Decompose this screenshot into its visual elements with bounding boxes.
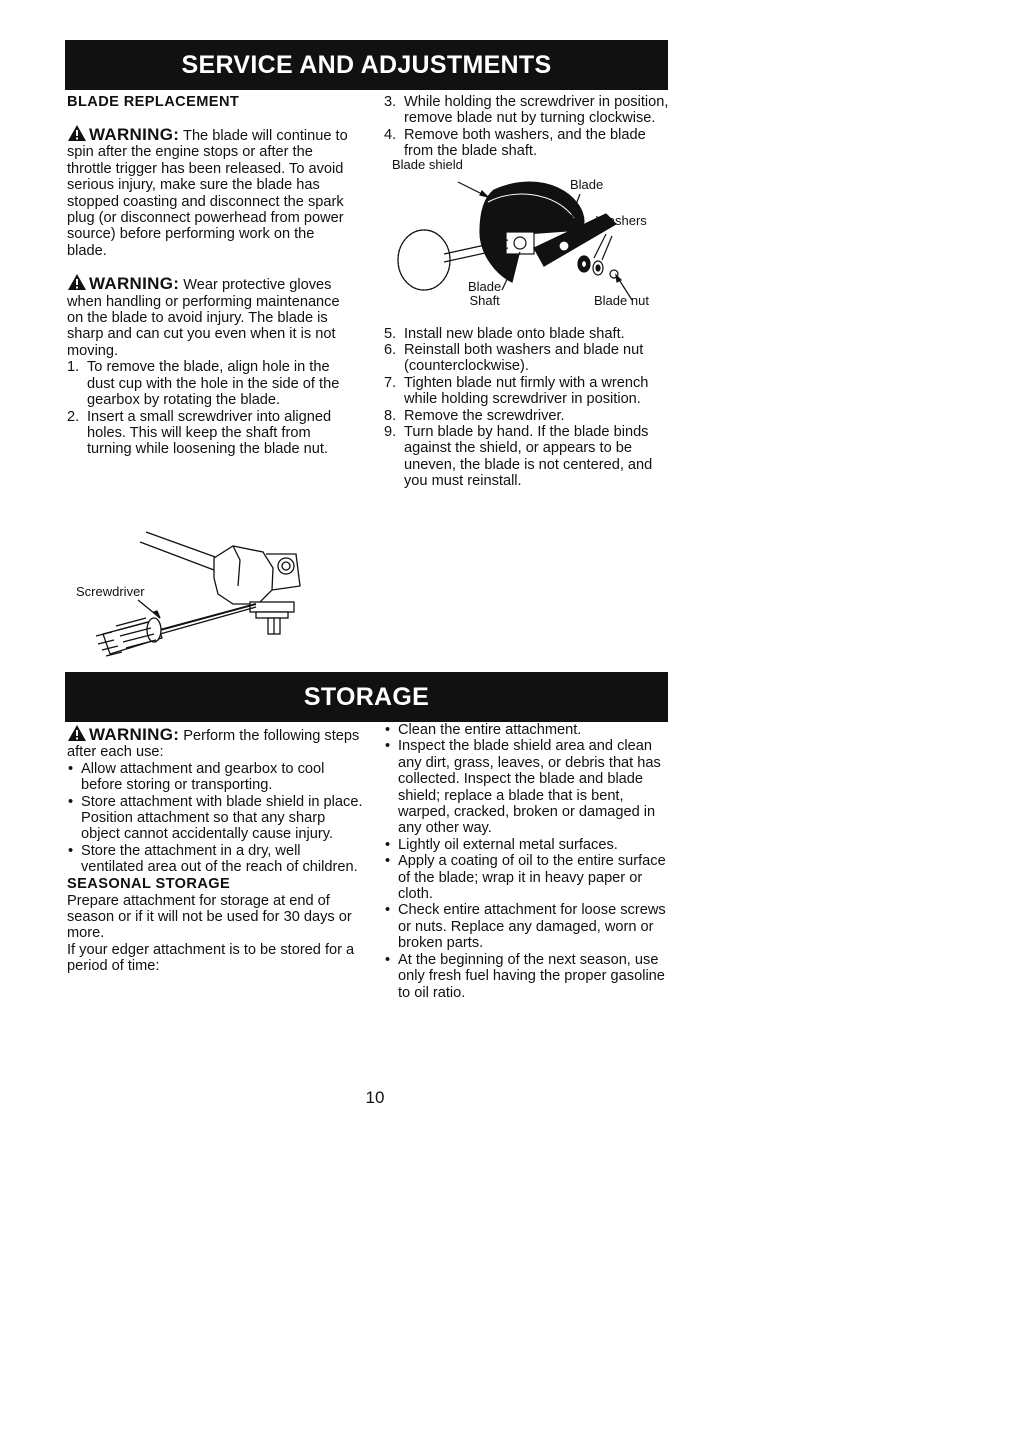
step-number: 9. bbox=[384, 424, 397, 441]
step-item bbox=[384, 408, 676, 424]
step-text: Remove the screwdriver. bbox=[404, 407, 565, 424]
seasonal-paragraph-1: Prepare attachment for storage at end of season or if it will not be used for 30 days or more. bbox=[67, 892, 352, 942]
steps-list-right-a bbox=[384, 94, 676, 160]
gearbox-screwdriver-illustration bbox=[68, 508, 328, 668]
step-text: Turn blade by hand. If the blade binds against the shield, or appears to be uneven, the blade is not centered, and you must reinstall. bbox=[404, 424, 653, 490]
step-text: To remove the blade, align hole in the dust cup with the hole in the side of the gearbox by rotating the blade. bbox=[87, 359, 340, 409]
blade-shaft-label-line2: Shaft bbox=[469, 292, 500, 308]
storage-bullets-right bbox=[384, 722, 676, 1001]
list-item: • At the beginning of the next season, use only fresh fuel having the proper gasoline to oil ratio. bbox=[384, 952, 676, 1001]
storage-banner bbox=[65, 672, 668, 722]
warning-label: WARNING: bbox=[89, 125, 180, 144]
steps-list-right-b bbox=[384, 326, 676, 490]
service-banner bbox=[65, 40, 668, 90]
step-text: Remove both washers, and the blade from the blade shaft. bbox=[404, 126, 646, 160]
list-item: • Inspect the blade shield area and clean any dirt, grass, leaves, or debris that has collected. Inspect the blade and blade shield; replace a blade that is bent, warped, cracked, broken or damaged in any other way. bbox=[384, 738, 676, 836]
list-item: • Apply a coating of oil to the entire surface of the blade; wrap it in heavy paper or cloth. bbox=[384, 853, 676, 902]
warning-triangle-icon bbox=[67, 273, 87, 291]
step-text: Reinstall both washers and blade nut (counterclockwise). bbox=[404, 342, 644, 375]
step-item bbox=[67, 409, 357, 458]
blade-shield-label: Blade shield bbox=[392, 156, 463, 172]
warning-text: Perform the following steps after each use: bbox=[67, 728, 360, 761]
page-number: 10 bbox=[365, 1088, 385, 1107]
storage-left-column bbox=[67, 724, 363, 975]
warning-label: WARNING: bbox=[89, 274, 180, 294]
step-item bbox=[67, 359, 357, 408]
blade-nut-label: Blade nut bbox=[594, 292, 649, 308]
list-item: • Check entire attachment for loose screws or nuts. Replace any damaged, worn or broken parts. bbox=[384, 902, 676, 951]
storage-bullets-left bbox=[67, 761, 363, 876]
warning-text: Wear protective gloves when handling or performing maintenance on the blade to avoid injury. The blade is sharp and can cut you even when it is not moving. bbox=[67, 277, 340, 359]
list-item: • Allow attachment and gearbox to cool before storing or transporting. bbox=[67, 761, 363, 794]
step-text: Install new blade onto blade shaft. bbox=[404, 325, 625, 342]
step-item bbox=[384, 94, 676, 127]
blade-shaft-label bbox=[468, 280, 501, 308]
storage-warning-paragraph bbox=[67, 724, 363, 761]
warning-paragraph-1 bbox=[67, 124, 357, 259]
seasonal-paragraph-2: If your edger attachment is to be stored for a period of time: bbox=[67, 941, 355, 975]
service-right-column bbox=[384, 94, 676, 490]
seasonal-storage-heading: SEASONAL STORAGE bbox=[67, 875, 231, 892]
step-text: While holding the screwdriver in position, remove blade nut by turning clockwise. bbox=[404, 94, 669, 127]
list-item: • Store attachment with blade shield in place. Position attachment so that any sharp object cannot accidentally cause injury. bbox=[67, 794, 363, 843]
screwdriver-label: Screwdriver bbox=[76, 584, 145, 599]
step-item bbox=[384, 375, 676, 408]
step-text: Tighten blade nut firmly with a wrench while holding screwdriver in position. bbox=[404, 374, 649, 408]
warning-text: The blade will continue to spin after the engine stops or after the throttle trigger has been released. To avoid serious injury, make sure the blade has stopped coasting and disconnect the spark plug (or disconnect powerhead from power source) before performing work on the blade. bbox=[67, 128, 348, 259]
list-item: • Store the attachment in a dry, well ventilated area out of the reach of children. bbox=[67, 843, 363, 876]
warning-triangle-icon bbox=[67, 724, 87, 742]
storage-right-column bbox=[384, 722, 676, 1001]
washers-label: Washers bbox=[596, 212, 647, 228]
warning-triangle-icon bbox=[67, 124, 87, 142]
step-item bbox=[384, 424, 676, 490]
blade-replacement-heading: BLADE REPLACEMENT bbox=[67, 94, 240, 110]
step-text: Insert a small screwdriver into aligned holes. This will keep the shaft from turning while loosening the blade nut. bbox=[87, 408, 332, 458]
warning-paragraph-2 bbox=[67, 273, 357, 359]
blade-assembly-figure bbox=[384, 156, 674, 322]
service-banner-title: SERVICE AND ADJUSTMENTS bbox=[181, 50, 552, 79]
screwdriver-figure bbox=[68, 508, 328, 668]
blade-shaft-label-line1: Blade bbox=[468, 278, 502, 294]
step-item bbox=[384, 342, 676, 375]
step-number: 3. bbox=[384, 94, 397, 110]
step-number: 8. bbox=[384, 407, 397, 424]
step-number: 4. bbox=[384, 126, 397, 143]
step-number: 2. bbox=[67, 408, 80, 425]
step-number: 1. bbox=[67, 359, 80, 376]
step-number: 5. bbox=[384, 325, 397, 342]
step-number: 7. bbox=[384, 374, 397, 391]
step-item bbox=[384, 326, 676, 342]
blade-label: Blade bbox=[570, 176, 604, 192]
list-item: • Lightly oil external metal surfaces. bbox=[384, 837, 676, 853]
steps-list-left bbox=[67, 359, 357, 457]
step-number: 6. bbox=[384, 342, 397, 359]
step-item bbox=[384, 127, 676, 160]
storage-banner-title: STORAGE bbox=[303, 682, 430, 711]
list-item: • Clean the entire attachment. bbox=[384, 722, 676, 738]
service-left-column bbox=[67, 94, 357, 458]
warning-label: WARNING: bbox=[89, 725, 180, 744]
